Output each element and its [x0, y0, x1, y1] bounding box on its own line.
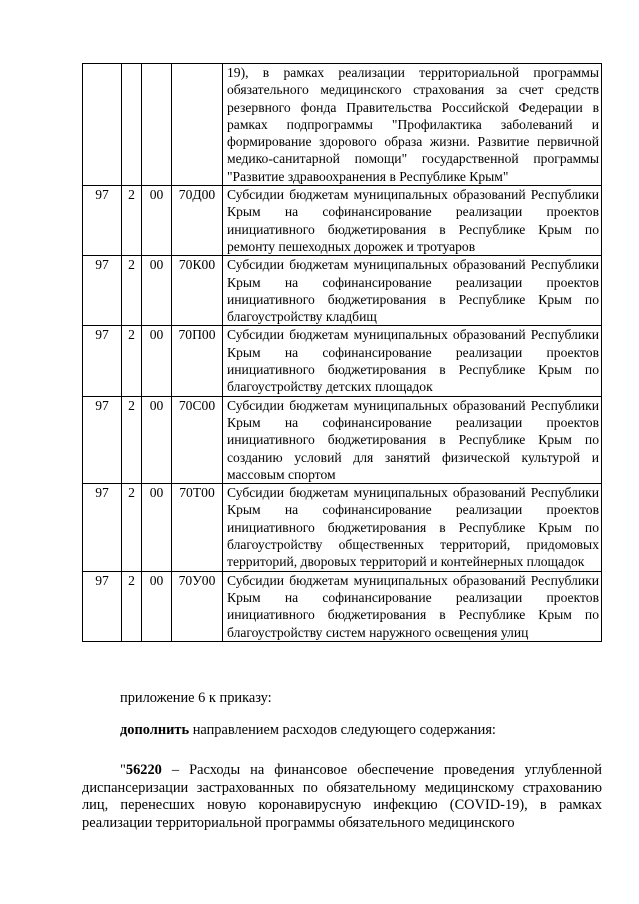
description-cell: Субсидии бюджетам муниципальных образований Республики Крым на софинансирование реализации проектов инициативного бюджетирования в Республике Крым по благоустройству кладбищ — [223, 256, 602, 326]
expense-paragraph — [82, 762, 602, 832]
code-cell-3: 00 — [142, 186, 172, 256]
expense-code: 56220 — [125, 762, 162, 778]
open-quote: " — [120, 762, 126, 778]
table-row — [83, 396, 602, 483]
code-cell-4: 70Д00 — [172, 186, 223, 256]
budget-codes-table — [82, 63, 602, 642]
code-cell-1 — [83, 64, 122, 186]
code-cell-4: 70Т00 — [172, 484, 223, 571]
supplement-bold: дополнить — [120, 722, 190, 738]
table-row — [83, 571, 602, 641]
table-body — [83, 64, 602, 642]
code-cell-4: 70С00 — [172, 396, 223, 483]
code-cell-2: 2 — [122, 186, 142, 256]
code-cell-1: 97 — [83, 326, 122, 396]
table-row — [83, 484, 602, 571]
appendix-line: приложение 6 к приказу: — [120, 690, 272, 706]
supplement-line — [120, 722, 496, 740]
table-row — [83, 256, 602, 326]
description-cell: Субсидии бюджетам муниципальных образований Республики Крым на софинансирование реализации проектов инициативного бюджетирования в Республике Крым по благоустройству систем наружного освещения улиц — [223, 571, 602, 641]
code-cell-1: 97 — [83, 571, 122, 641]
code-cell-1: 97 — [83, 396, 122, 483]
table-row — [83, 326, 602, 396]
code-cell-2: 2 — [122, 256, 142, 326]
code-cell-3: 00 — [142, 326, 172, 396]
description-cell: Субсидии бюджетам муниципальных образований Республики Крым на софинансирование реализации проектов инициативного бюджетирования в Республике Крым по благоустройству общественных территорий, придомовых территорий, дворовых территорий и контейнерных площадок — [223, 484, 602, 571]
supplement-rest: направлением расходов следующего содержания: — [189, 722, 496, 738]
code-cell-3: 00 — [142, 571, 172, 641]
table-row — [83, 64, 602, 186]
description-cell: Субсидии бюджетам муниципальных образований Республики Крым на софинансирование реализации проектов инициативного бюджетирования в Республике Крым по благоустройству детских площадок — [223, 326, 602, 396]
code-cell-1: 97 — [83, 186, 122, 256]
code-cell-2: 2 — [122, 326, 142, 396]
code-cell-3: 00 — [142, 256, 172, 326]
code-cell-4: 70К00 — [172, 256, 223, 326]
code-cell-2: 2 — [122, 396, 142, 483]
code-cell-1: 97 — [83, 256, 122, 326]
code-cell-2 — [122, 64, 142, 186]
code-cell-2: 2 — [122, 571, 142, 641]
code-cell-3: 00 — [142, 396, 172, 483]
code-cell-4: 70У00 — [172, 571, 223, 641]
description-cell: Субсидии бюджетам муниципальных образований Республики Крым на софинансирование реализации проектов инициативного бюджетирования в Республике Крым по ремонту пешеходных дорожек и тротуаров — [223, 186, 602, 256]
table-row — [83, 186, 602, 256]
code-cell-4: 70П00 — [172, 326, 223, 396]
code-cell-3: 00 — [142, 484, 172, 571]
code-cell-4 — [172, 64, 223, 186]
code-cell-1: 97 — [83, 484, 122, 571]
code-cell-3 — [142, 64, 172, 186]
code-cell-2: 2 — [122, 484, 142, 571]
description-cell: Субсидии бюджетам муниципальных образований Республики Крым на софинансирование реализации проектов инициативного бюджетирования в Республике Крым по созданию условий для занятий физической культурой и массовым спортом — [223, 396, 602, 483]
description-cell: 19), в рамках реализации территориальной программы обязательного медицинского страхования за счет средств резервного фонда Правительства Российской Федерации в рамках подпрограммы "Профилактика заболеваний и формирование здорового образа жизни. Развитие первичной медико-санитарной помощи" государственной программы "Развитие здравоохранения в Республике Крым" — [223, 64, 602, 186]
expense-text: – Расходы на финансовое обеспечение проведения углубленной диспансеризации застрахованных по обязательному медицинскому страхованию лиц, перенесших новую коронавирусную инфекцию (COVID-19), в рамках реализации территориальной программы обязательного медицинского — [82, 762, 602, 831]
